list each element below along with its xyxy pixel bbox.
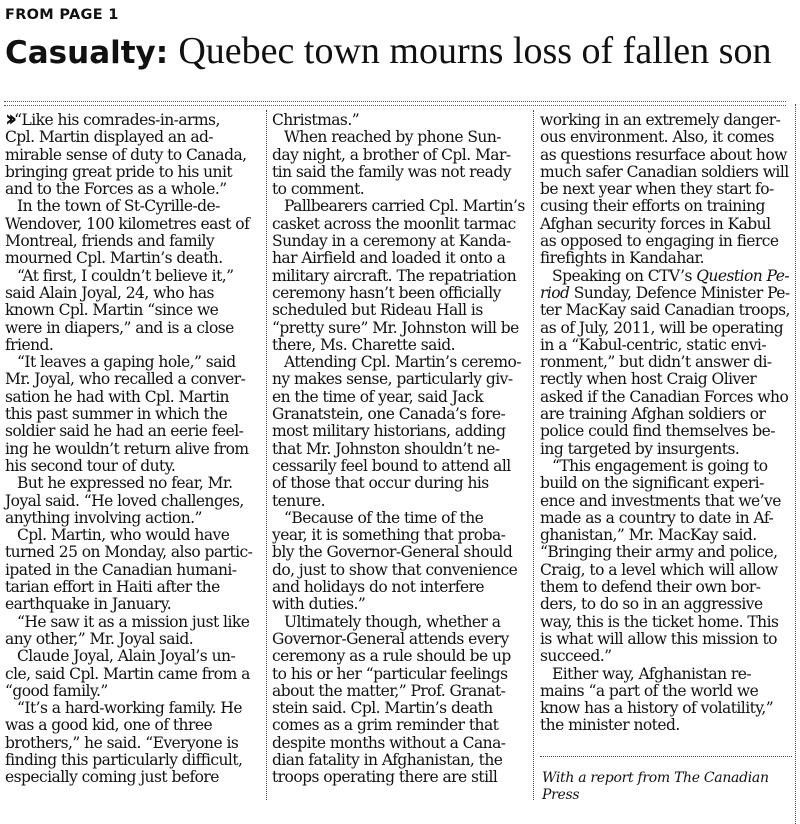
section-kicker: FROM PAGE 1 xyxy=(5,7,119,23)
text-line: ghanistan,” Mr. MacKay said. xyxy=(540,526,757,545)
paragraph xyxy=(5,198,262,267)
text-line: cessarily feel bound to attend all xyxy=(272,456,511,475)
text-line: any other,” Mr. Joyal said. xyxy=(5,629,194,648)
paragraph xyxy=(5,527,262,613)
text-line: known Cpl. Martin “since we xyxy=(5,301,219,320)
text-line: finding this particularly difficult, xyxy=(5,750,243,769)
text-line: ders, to do so in an aggressive xyxy=(540,595,763,614)
text-line: ceremony as a rule should be up xyxy=(272,647,511,666)
credit-divider xyxy=(540,756,792,757)
text-line: dian fatality in Afghanistan, the xyxy=(272,750,503,769)
text-line: Craig, to a level which will allow xyxy=(540,560,778,579)
text-line: sation he had with Cpl. Martin xyxy=(5,387,229,406)
text-line: the minister noted. xyxy=(540,716,680,735)
text-line: ceremony hasn’t been officially xyxy=(272,283,501,302)
text-line: har Airfield and loaded it onto a xyxy=(272,249,506,268)
text-line: of those that occur during his xyxy=(272,474,489,493)
text-line: to comment. xyxy=(272,180,365,199)
text-line: “It’s a hard-working family. He xyxy=(17,699,243,718)
paragraph xyxy=(272,354,527,510)
headline-rest: Quebec town mourns loss of fallen son xyxy=(178,30,772,72)
text-line: ing he wouldn’t return alive from xyxy=(5,439,249,458)
text-line: and to the Forces as a whole.” xyxy=(5,180,227,199)
text-line: ny makes sense, particularly giv- xyxy=(272,370,513,389)
text-line: working in an extremely danger- xyxy=(540,111,781,129)
text-line: ter MacKay said Canadian troops, xyxy=(540,301,790,320)
text-line: this past summer in which the xyxy=(5,405,228,424)
text-line: is what will allow this mission to xyxy=(540,629,777,648)
text-line: most military historians, adding xyxy=(272,422,506,441)
text-line: despite months without a Cana- xyxy=(272,733,506,752)
text-line: soldier said he had an eerie feel- xyxy=(5,422,244,441)
text-line: ing targeted by insurgents. xyxy=(540,439,740,458)
text-line: cusing their efforts on training xyxy=(540,197,765,216)
paragraph xyxy=(5,700,262,786)
text-line: troops operating there are still xyxy=(272,768,498,787)
article-credit xyxy=(542,770,800,804)
text-line: way, this is the ticket home. This xyxy=(540,612,779,631)
text-line: and holidays do not interfere xyxy=(272,578,485,597)
text-line: “Bringing their army and police, xyxy=(540,543,778,562)
text-line: Ultimately though, whether a xyxy=(284,612,501,631)
text-line: Mr. Joyal, who recalled a conver- xyxy=(5,370,246,389)
text-line: said Alain Joyal, 24, who has xyxy=(5,283,214,302)
text-line: are training Afghan soldiers or xyxy=(540,405,766,424)
paragraph xyxy=(5,648,262,700)
paragraph xyxy=(540,458,792,666)
text-line: mirable sense of duty to Canada, xyxy=(5,145,247,164)
text-line: In the town of St-Cyrille-de- xyxy=(17,197,220,216)
text-line: en the time of year, said Jack xyxy=(272,387,484,406)
text-line: Cpl. Martin displayed an ad- xyxy=(5,128,214,147)
text-line: were in diapers,” and is a close xyxy=(5,318,234,337)
text-line: much safer Canadian soldiers will xyxy=(540,162,789,181)
text-line: asked if the Canadian Forces who xyxy=(540,387,789,406)
text-line: with duties.” xyxy=(272,595,366,614)
text-line: to his or her “particular feelings xyxy=(272,664,508,683)
text-line: them to defend their own bor- xyxy=(540,578,761,597)
text-line: But he expressed no fear, Mr. xyxy=(17,474,233,493)
text-line: Joyal said. “He loved challenges, xyxy=(5,491,244,510)
paragraph xyxy=(5,268,262,354)
text-line: Sunday in a ceremony at Kanda- xyxy=(272,232,511,251)
text-line: bringing great pride to his unit xyxy=(5,162,233,181)
text-line: tenure. xyxy=(272,491,326,510)
text-line: ronment,” but didn’t answer di- xyxy=(540,353,772,372)
text-line: day night, a brother of Cpl. Mar- xyxy=(272,145,511,164)
text-line: “This engagement is going to xyxy=(552,456,768,475)
text-line: Christmas.” xyxy=(272,111,360,129)
column-divider xyxy=(266,110,267,800)
text-line: especially coming just before xyxy=(5,768,219,787)
text-line: about the matter,” Prof. Granat- xyxy=(272,681,506,700)
text-line: ous environment. Also, it comes xyxy=(540,128,774,147)
article-column-1 xyxy=(5,107,262,787)
text-line: year, it is something that proba- xyxy=(272,526,506,545)
continuation-chevron-icon: ›› xyxy=(5,107,12,132)
text-line: earthquake in January. xyxy=(5,595,172,614)
text-line: comes as a grim reminder that xyxy=(272,716,499,735)
text-line: anything involving action.” xyxy=(5,508,202,527)
headline xyxy=(5,30,771,74)
text-line: Speaking on CTV’s Question Pe- xyxy=(552,266,790,285)
paragraph xyxy=(540,268,792,458)
page-edge-divider xyxy=(795,104,796,824)
text-line: “He saw it as a mission just like xyxy=(17,612,250,631)
text-line: brothers,” he said. “Everyone is xyxy=(5,733,239,752)
paragraph xyxy=(272,614,527,787)
article-column-3 xyxy=(540,112,792,735)
text-line: rectly when host Craig Oliver xyxy=(540,370,757,389)
text-line: mains “a part of the world we xyxy=(540,681,759,700)
text-line: friend. xyxy=(5,335,54,354)
text-line: scheduled but Rideau Hall is xyxy=(272,301,483,320)
text-line: Cpl. Martin, who would have xyxy=(17,526,230,545)
text-line: bly the Governor-General should xyxy=(272,543,513,562)
text-line: tarian effort in Haiti after the xyxy=(5,578,220,597)
text-line: turned 25 on Monday, also partic- xyxy=(5,543,253,562)
headline-divider xyxy=(4,101,786,106)
credit-line: The Canadian Press xyxy=(542,770,769,803)
text-line: casket across the moonlit tarmac xyxy=(272,214,516,233)
text-line: “Because of the time of the xyxy=(284,508,484,527)
text-line: be next year when they start fo- xyxy=(540,180,774,199)
text-line: ence and investments that we’ve xyxy=(540,491,781,510)
text-line: do, just to show that convenience xyxy=(272,560,518,579)
text-line: Governor-General attends every xyxy=(272,629,509,648)
text-line: Pallbearers carried Cpl. Martin’s xyxy=(284,197,525,216)
text-line: Either way, Afghanistan re- xyxy=(552,664,752,683)
paragraph xyxy=(272,112,527,129)
text-line: riod Sunday, Defence Minister Pe- xyxy=(540,283,790,302)
text-line: mourned Cpl. Martin’s death. xyxy=(5,249,223,268)
text-line: “At first, I couldn’t believe it,” xyxy=(17,266,234,285)
text-line: succeed.” xyxy=(540,647,612,666)
paragraph xyxy=(272,198,527,354)
text-line: there, Ms. Charette said. xyxy=(272,335,455,354)
paragraph xyxy=(5,107,262,199)
credit-line: With a report from xyxy=(542,770,670,786)
text-line: police could find themselves be- xyxy=(540,422,775,441)
text-line: Claude Joyal, Alain Joyal’s un- xyxy=(17,647,236,666)
text-line: Attending Cpl. Martin’s ceremo- xyxy=(284,353,521,372)
paragraph xyxy=(540,112,792,268)
text-line: build on the significant experi- xyxy=(540,474,764,493)
text-line: his second tour of duty. xyxy=(5,456,176,475)
text-line: “Like his comrades-in-arms, xyxy=(14,111,220,129)
article-column-2 xyxy=(272,112,527,787)
paragraph xyxy=(272,129,527,198)
column-divider xyxy=(533,110,534,800)
text-line: “good family.” xyxy=(5,681,108,700)
text-line: know has a history of volatility,” xyxy=(540,699,774,718)
text-line: Wendover, 100 kilometres east of xyxy=(5,214,250,233)
paragraph xyxy=(540,666,792,735)
text-line: tin said the family was not ready xyxy=(272,162,511,181)
text-line: Montreal, friends and family xyxy=(5,232,215,251)
text-line: as opposed to engaging in fierce xyxy=(540,232,779,251)
text-line: Granatstein, one Canada’s fore- xyxy=(272,405,506,424)
text-line: firefights in Kandahar. xyxy=(540,249,705,268)
headline-lead: Casualty: xyxy=(5,35,169,71)
paragraph xyxy=(5,475,262,527)
text-line: was a good kid, one of three xyxy=(5,716,213,735)
text-line: as questions resurface about how xyxy=(540,145,787,164)
text-line: ipated in the Canadian humani- xyxy=(5,560,237,579)
text-line: When reached by phone Sun- xyxy=(284,128,501,147)
text-line: military aircraft. The repatriation xyxy=(272,266,517,285)
paragraph xyxy=(5,614,262,649)
text-line: made as a country to date in Af- xyxy=(540,508,774,527)
paragraph xyxy=(272,510,527,614)
text-line: that Mr. Johnston shouldn’t ne- xyxy=(272,439,500,458)
text-line: “It leaves a gaping hole,” said xyxy=(17,353,236,372)
text-line: cle, said Cpl. Martin came from a xyxy=(5,664,250,683)
text-line: as of July, 2011, will be operating xyxy=(540,318,784,337)
text-line: Afghan security forces in Kabul xyxy=(540,214,771,233)
text-line: in a “Kabul-centric, static envi- xyxy=(540,335,767,354)
text-line: stein said. Cpl. Martin’s death xyxy=(272,699,493,718)
text-line: “pretty sure” Mr. Johnston will be xyxy=(272,318,519,337)
paragraph xyxy=(5,354,262,475)
